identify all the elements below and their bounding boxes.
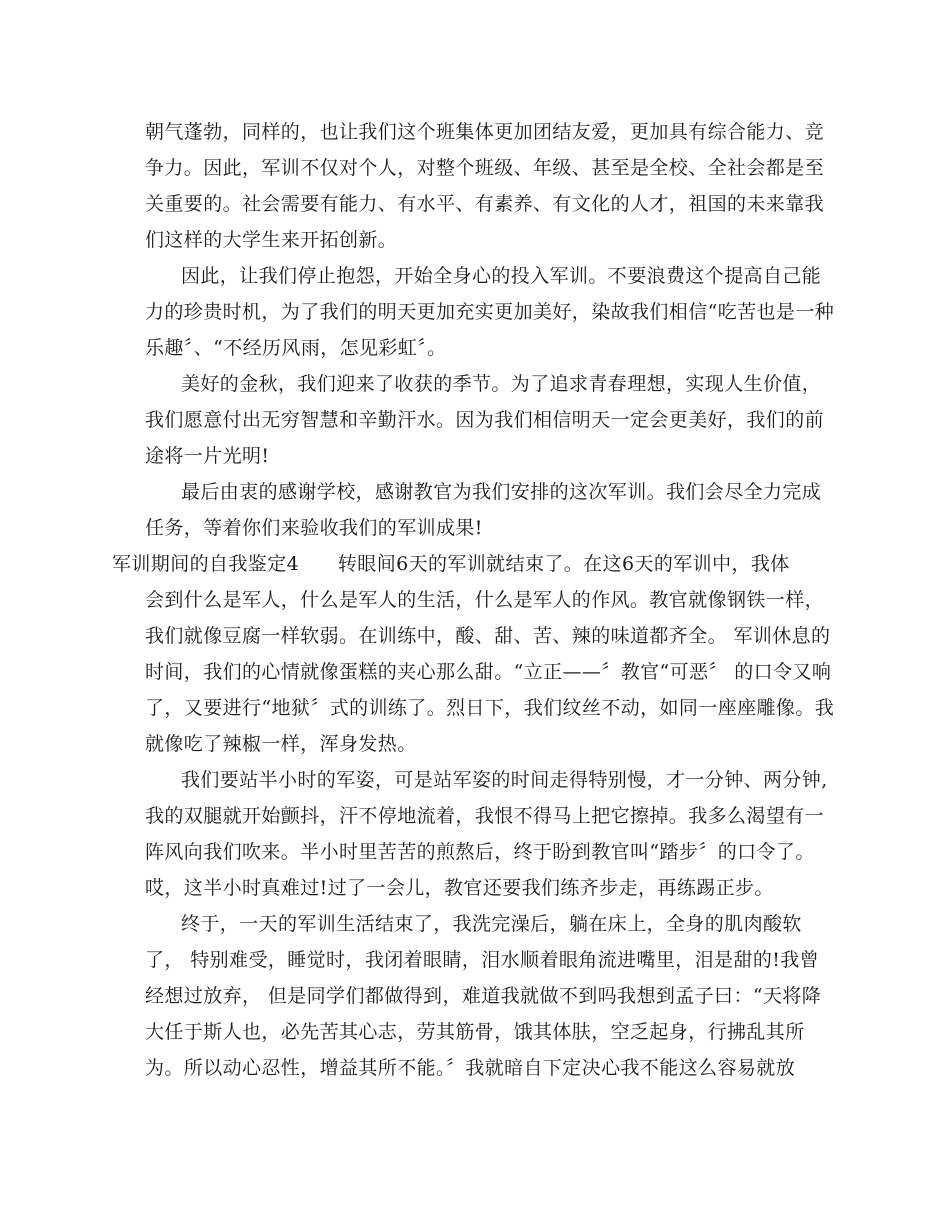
text-line: 力的珍贵时机，为了我们的明天更加充实更加美好，染故我们相信“吃苦也是一种 [145,301,835,323]
paragraph-start-line: 终于，一天的军训生活结束了，我洗完澡后，躺在床上，全身的肌肉酸软 [181,913,802,935]
paragraph-start-line: 最后由衷的感谢学校，感谢教官为我们安排的这次军训。我们会尽全力完成 [181,481,822,503]
text-line: 途将一片光明! [145,445,270,467]
text-line: 会到什么是军人，什么是军人的生活，什么是军人的作风。教官就像钢铁一样， [145,589,825,611]
text-line: 我们就像豆腐一样软弱。在训练中，酸、甜、苦、辣的味道都齐全。 军训休息的 [145,625,831,647]
paragraph-start-line: 美好的金秋，我们迎来了收获的季节。为了追求青春理想，实现人生价值， [181,373,822,395]
text-line: 朝气蓬勃，同样的，也让我们这个班集体更加团结友爱，更加具有综合能力、竞 [145,121,825,143]
text-line: 就像吃了辣椒一样，浑身发热。 [145,733,417,755]
text-line: 我们愿意付出无穷智慧和辛勤汗水。因为我们相信明天一定会更美好，我们的前 [145,409,825,431]
text-line: 关重要的。社会需要有能力、有水平、有素养、有文化的人才，祖国的未来靠我 [145,193,825,215]
text-line: 了， 特别难受，睡觉时，我闭着眼睛，泪水顺着眼角流进嘴里，泪是甜的!我曾 [145,949,820,971]
text-line: 大任于斯人也，必先苦其心志，劳其筋骨，饿其体肤，空乏起身，行拂乱其所 [145,1021,805,1043]
text-line: 为。所以动心忍性，增益其所不能。〞我就暗自下定决心我不能这么容易就放 [145,1057,796,1079]
text-line: 任务，等着你们来验收我们的军训成果! [145,517,483,539]
text-line: 们这样的大学生来开拓创新。 [145,229,398,251]
text-line: 经想过放弃， 但是同学们都做得到，难道我就做不到吗我想到孟子曰：“天将降 [145,985,822,1007]
section-heading-line: 军训期间的自我鉴定4 转眼间6天的军训就结束了。在这6天的军训中，我体 [112,553,790,575]
paragraph-start-line: 我们要站半小时的军姿，可是站军姿的时间走得特别慢，才一分钟、两分钟, [181,769,828,791]
text-line: 时间，我们的心情就像蛋糕的夹心那么甜。“立正——〞教官“可恶〞 的口令又响 [145,661,832,683]
text-line: 我的双腿就开始颤抖，汗不停地流着，我恨不得马上把它擦掉。我多么渴望有一 [145,805,825,827]
text-line: 阵风向我们吹来。半小时里苦苦的煎熬后，终于盼到教官叫“踏步〞的口令了。 [145,841,815,863]
text-line: 乐趣〞、“不经历风雨，怎见彩虹〞。 [145,337,447,359]
paragraph-start-line: 因此，让我们停止抱怨，开始全身心的投入军训。不要浪费这个提高自己能 [181,265,822,287]
text-line: 争力。因此，军训不仅对个人，对整个班级、年级、甚至是全校、全社会都是至 [145,157,825,179]
text-line: 了，又要进行“地狱〞式的训练了。烈日下，我们纹丝不动，如同一座座雕像。我 [145,697,835,719]
text-line: 哎，这半小时真难过!过了一会儿，教官还要我们练齐步走，再练踢正步。 [145,877,774,899]
